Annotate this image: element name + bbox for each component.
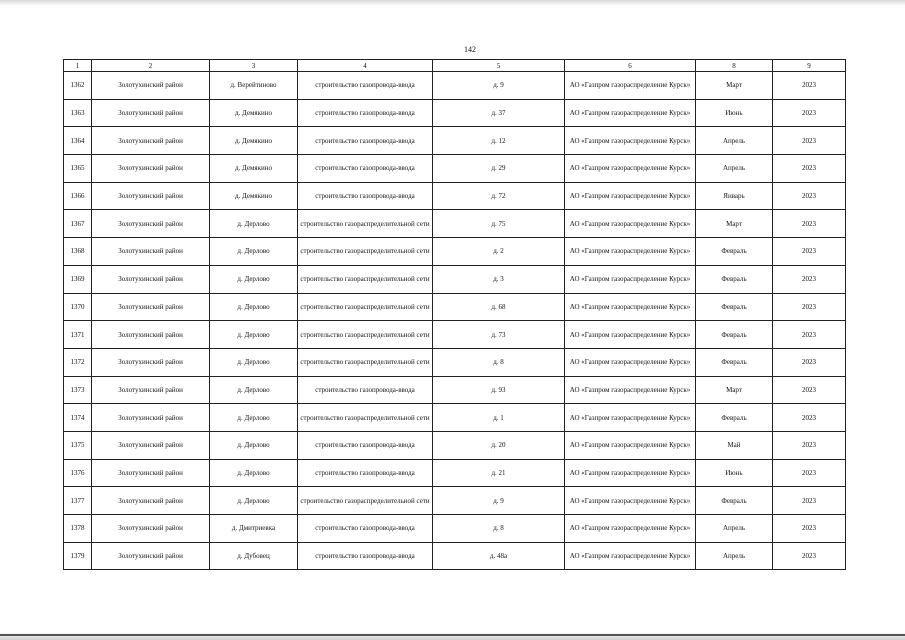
organization-cell: АО «Газпром газораспределение Курск» [565, 321, 696, 349]
work-type-cell: строительство газопровода-ввода [298, 376, 433, 404]
settlement-cell: д. Дерлово [210, 487, 298, 515]
district-cell: Золотухинский район [92, 265, 210, 293]
year-cell: 2023 [773, 459, 846, 487]
table-row [64, 155, 846, 183]
district-cell: Золотухинский район [92, 515, 210, 543]
settlement-cell: д. Верейтиново [210, 72, 298, 100]
district-cell: Золотухинский район [92, 542, 210, 570]
month-cell: Январь [696, 182, 773, 210]
table-row [64, 321, 846, 349]
year-cell: 2023 [773, 293, 846, 321]
settlement-cell: д. Дерлово [210, 265, 298, 293]
organization-cell: АО «Газпром газораспределение Курск» [565, 542, 696, 570]
year-cell: 2023 [773, 265, 846, 293]
settlement-cell: д. Демякино [210, 155, 298, 183]
organization-cell: АО «Газпром газораспределение Курск» [565, 515, 696, 543]
column-header: 3 [210, 60, 298, 72]
year-cell: 2023 [773, 376, 846, 404]
month-cell: Март [696, 72, 773, 100]
row-number-cell: 1372 [64, 348, 92, 376]
year-cell: 2023 [773, 542, 846, 570]
table-row [64, 459, 846, 487]
month-cell: Апрель [696, 515, 773, 543]
work-type-cell: строительство газопровода-ввода [298, 127, 433, 155]
settlement-cell: д. Дерлово [210, 404, 298, 432]
settlement-cell: д. Дмитриевка [210, 515, 298, 543]
work-type-cell: строительство газораспределительной сети [298, 265, 433, 293]
table-row [64, 99, 846, 127]
column-header: 1 [64, 60, 92, 72]
month-cell: Июнь [696, 99, 773, 127]
organization-cell: АО «Газпром газораспределение Курск» [565, 348, 696, 376]
organization-cell: АО «Газпром газораспределение Курск» [565, 487, 696, 515]
month-cell: Февраль [696, 293, 773, 321]
table-row [64, 431, 846, 459]
address-cell: д. 75 [433, 210, 565, 238]
address-cell: д. 1 [433, 404, 565, 432]
row-number-cell: 1367 [64, 210, 92, 238]
district-cell: Золотухинский район [92, 72, 210, 100]
organization-cell: АО «Газпром газораспределение Курск» [565, 155, 696, 183]
organization-cell: АО «Газпром газораспределение Курск» [565, 376, 696, 404]
month-cell: Февраль [696, 265, 773, 293]
address-cell: д. 21 [433, 459, 565, 487]
scan-edge-top [0, 0, 905, 6]
district-cell: Золотухинский район [92, 99, 210, 127]
table-row [64, 404, 846, 432]
year-cell: 2023 [773, 182, 846, 210]
settlement-cell: д. Дерлово [210, 238, 298, 266]
year-cell: 2023 [773, 431, 846, 459]
organization-cell: АО «Газпром газораспределение Курск» [565, 182, 696, 210]
settlement-cell: д. Дерлово [210, 321, 298, 349]
address-cell: д. 93 [433, 376, 565, 404]
column-header: 4 [298, 60, 433, 72]
district-cell: Золотухинский район [92, 182, 210, 210]
district-cell: Золотухинский район [92, 127, 210, 155]
month-cell: Март [696, 210, 773, 238]
month-cell: Май [696, 431, 773, 459]
settlement-cell: д. Дерлово [210, 348, 298, 376]
work-type-cell: строительство газопровода-ввода [298, 459, 433, 487]
work-type-cell: строительство газораспределительной сети [298, 321, 433, 349]
year-cell: 2023 [773, 127, 846, 155]
address-cell: д. 8 [433, 515, 565, 543]
district-cell: Золотухинский район [92, 238, 210, 266]
district-cell: Золотухинский район [92, 404, 210, 432]
month-cell: Февраль [696, 321, 773, 349]
table-row [64, 348, 846, 376]
work-type-cell: строительство газораспределительной сети [298, 293, 433, 321]
table-row [64, 72, 846, 100]
settlement-cell: д. Дерлово [210, 459, 298, 487]
row-number-cell: 1373 [64, 376, 92, 404]
address-cell: д. 68 [433, 293, 565, 321]
table-row [64, 265, 846, 293]
row-number-cell: 1371 [64, 321, 92, 349]
address-cell: д. 9 [433, 487, 565, 515]
settlement-cell: д. Дерлово [210, 431, 298, 459]
work-type-cell: строительство газопровода-ввода [298, 182, 433, 210]
column-header: 8 [696, 60, 773, 72]
row-number-cell: 1366 [64, 182, 92, 210]
month-cell: Апрель [696, 542, 773, 570]
address-cell: д. 8 [433, 348, 565, 376]
settlement-cell: д. Демякино [210, 99, 298, 127]
district-cell: Золотухинский район [92, 459, 210, 487]
year-cell: 2023 [773, 72, 846, 100]
organization-cell: АО «Газпром газораспределение Курск» [565, 293, 696, 321]
year-cell: 2023 [773, 515, 846, 543]
row-number-cell: 1374 [64, 404, 92, 432]
year-cell: 2023 [773, 404, 846, 432]
year-cell: 2023 [773, 487, 846, 515]
organization-cell: АО «Газпром газораспределение Курск» [565, 431, 696, 459]
row-number-cell: 1376 [64, 459, 92, 487]
work-type-cell: строительство газопровода-ввода [298, 155, 433, 183]
month-cell: Февраль [696, 404, 773, 432]
year-cell: 2023 [773, 155, 846, 183]
table-header-row [64, 60, 846, 72]
row-number-cell: 1370 [64, 293, 92, 321]
work-type-cell: строительство газопровода-ввода [298, 431, 433, 459]
year-cell: 2023 [773, 210, 846, 238]
month-cell: Март [696, 376, 773, 404]
work-type-cell: строительство газопровода-ввода [298, 515, 433, 543]
column-header: 6 [565, 60, 696, 72]
month-cell: Февраль [696, 238, 773, 266]
row-number-cell: 1369 [64, 265, 92, 293]
district-cell: Золотухинский район [92, 155, 210, 183]
work-type-cell: строительство газопровода-ввода [298, 72, 433, 100]
district-cell: Золотухинский район [92, 321, 210, 349]
district-cell: Золотухинский район [92, 431, 210, 459]
month-cell: Апрель [696, 127, 773, 155]
address-cell: д. 2 [433, 238, 565, 266]
column-header: 9 [773, 60, 846, 72]
month-cell: Июнь [696, 459, 773, 487]
table-row [64, 376, 846, 404]
district-cell: Золотухинский район [92, 487, 210, 515]
organization-cell: АО «Газпром газораспределение Курск» [565, 210, 696, 238]
work-type-cell: строительство газопровода-ввода [298, 99, 433, 127]
table-row [64, 210, 846, 238]
settlement-cell: д. Дерлово [210, 293, 298, 321]
district-cell: Золотухинский район [92, 348, 210, 376]
organization-cell: АО «Газпром газораспределение Курск» [565, 99, 696, 127]
table-row [64, 542, 846, 570]
table-row [64, 293, 846, 321]
scan-edge-bottom [0, 632, 905, 640]
settlement-cell: д. Дерлово [210, 376, 298, 404]
table-body [64, 72, 846, 570]
row-number-cell: 1364 [64, 127, 92, 155]
year-cell: 2023 [773, 348, 846, 376]
year-cell: 2023 [773, 99, 846, 127]
settlement-cell: д. Демякино [210, 182, 298, 210]
work-type-cell: строительство газораспределительной сети [298, 210, 433, 238]
work-type-cell: строительство газопровода-ввода [298, 542, 433, 570]
row-number-cell: 1378 [64, 515, 92, 543]
row-number-cell: 1363 [64, 99, 92, 127]
row-number-cell: 1368 [64, 238, 92, 266]
district-cell: Золотухинский район [92, 293, 210, 321]
settlement-cell: д. Дубовец [210, 542, 298, 570]
table-row [64, 238, 846, 266]
address-cell: д. 29 [433, 155, 565, 183]
row-number-cell: 1362 [64, 72, 92, 100]
address-cell: д. 73 [433, 321, 565, 349]
month-cell: Апрель [696, 155, 773, 183]
address-cell: д. 20 [433, 431, 565, 459]
address-cell: д. 37 [433, 99, 565, 127]
work-type-cell: строительство газораспределительной сети [298, 487, 433, 515]
gas-works-table [63, 59, 846, 570]
work-type-cell: строительство газораспределительной сети [298, 348, 433, 376]
table-row [64, 515, 846, 543]
page-number: 142 [464, 45, 476, 54]
district-cell: Золотухинский район [92, 210, 210, 238]
work-type-cell: строительство газораспределительной сети [298, 404, 433, 432]
address-cell: д. 48а [433, 542, 565, 570]
address-cell: д. 72 [433, 182, 565, 210]
column-header: 5 [433, 60, 565, 72]
row-number-cell: 1365 [64, 155, 92, 183]
table-row [64, 182, 846, 210]
address-cell: д. 9 [433, 72, 565, 100]
month-cell: Февраль [696, 348, 773, 376]
year-cell: 2023 [773, 321, 846, 349]
row-number-cell: 1377 [64, 487, 92, 515]
organization-cell: АО «Газпром газораспределение Курск» [565, 404, 696, 432]
address-cell: д. 12 [433, 127, 565, 155]
settlement-cell: д. Дерлово [210, 210, 298, 238]
row-number-cell: 1379 [64, 542, 92, 570]
month-cell: Февраль [696, 487, 773, 515]
address-cell: д. 3 [433, 265, 565, 293]
row-number-cell: 1375 [64, 431, 92, 459]
column-header: 2 [92, 60, 210, 72]
table-row [64, 127, 846, 155]
organization-cell: АО «Газпром газораспределение Курск» [565, 238, 696, 266]
organization-cell: АО «Газпром газораспределение Курск» [565, 459, 696, 487]
organization-cell: АО «Газпром газораспределение Курск» [565, 265, 696, 293]
settlement-cell: д. Демякино [210, 127, 298, 155]
work-type-cell: строительство газораспределительной сети [298, 238, 433, 266]
year-cell: 2023 [773, 238, 846, 266]
organization-cell: АО «Газпром газораспределение Курск» [565, 127, 696, 155]
district-cell: Золотухинский район [92, 376, 210, 404]
table-row [64, 487, 846, 515]
organization-cell: АО «Газпром газораспределение Курск» [565, 72, 696, 100]
